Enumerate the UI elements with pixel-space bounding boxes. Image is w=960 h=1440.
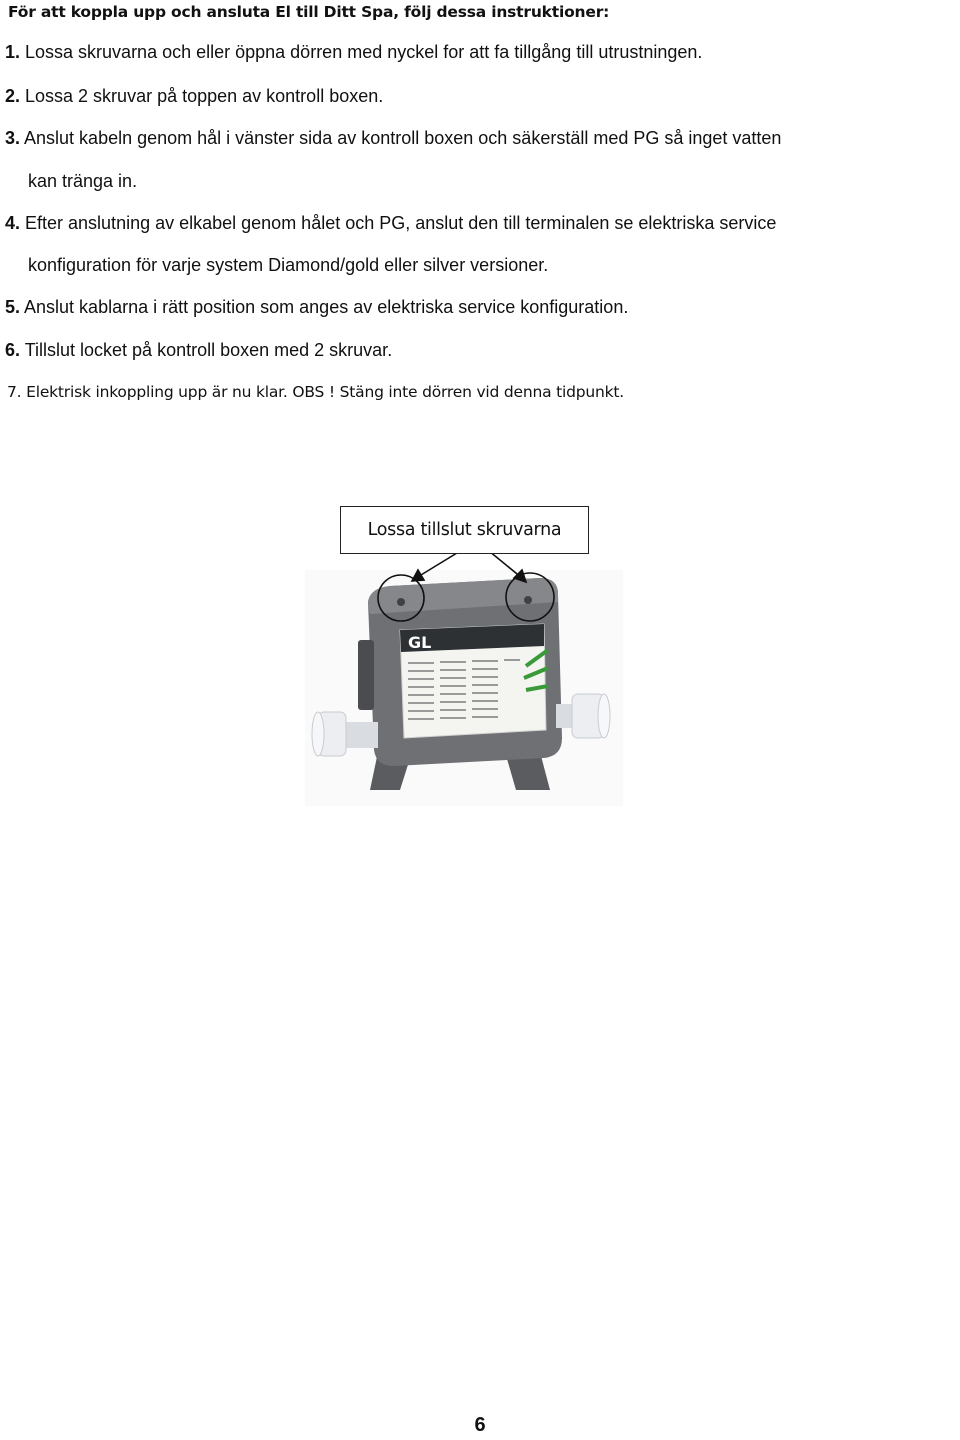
left-screw — [397, 598, 405, 606]
step-number: 4. — [5, 213, 21, 233]
side-connectors — [358, 640, 374, 710]
step-text: Lossa skruvarna och eller öppna dörren med nyckel for att fa tillgång till utrustningen. — [20, 42, 703, 62]
step-text: Lossa 2 skruvar på toppen av kontroll boxen. — [20, 86, 384, 106]
step-3 — [5, 128, 781, 149]
device-logo: GL — [408, 633, 432, 652]
callout-label: Lossa tillslut skruvarna — [340, 506, 589, 554]
step-text: Anslut kablarna i rätt position som anges av elektriska service konfiguration. — [20, 297, 629, 317]
step-number: 6. — [5, 340, 21, 360]
step-number: 3. — [5, 128, 21, 148]
step-7: 7. Elektrisk inkoppling upp är nu klar. OBS ! Stäng inte dörren vid denna tidpunkt. — [7, 383, 625, 401]
step-text: Efter anslutning av elkabel genom hålet och PG, anslut den till terminalen se elektriska service — [20, 213, 777, 233]
page-heading: För att koppla upp och ansluta El till Ditt Spa, följ dessa instruktioner: — [8, 3, 610, 21]
step-number: 5. — [5, 297, 21, 317]
step-6 — [5, 340, 392, 361]
step-5 — [5, 297, 628, 318]
step-number: 1. — [5, 42, 21, 62]
step-2 — [5, 86, 383, 107]
step-text: Anslut kabeln genom hål i vänster sida av kontroll boxen och säkerställ med PG så inget vatten — [20, 128, 782, 148]
step-number: 2. — [5, 86, 21, 106]
step-4 — [5, 213, 776, 234]
step-3-continuation: kan tränga in. — [28, 171, 138, 191]
page-number: 6 — [474, 1414, 486, 1436]
step-text: Tillslut locket på kontroll boxen med 2 skruvar. — [20, 340, 393, 360]
step-4-continuation: konfiguration för varje system Diamond/gold eller silver versioner. — [28, 255, 549, 275]
right-screw — [524, 596, 532, 604]
step-1 — [5, 42, 702, 63]
